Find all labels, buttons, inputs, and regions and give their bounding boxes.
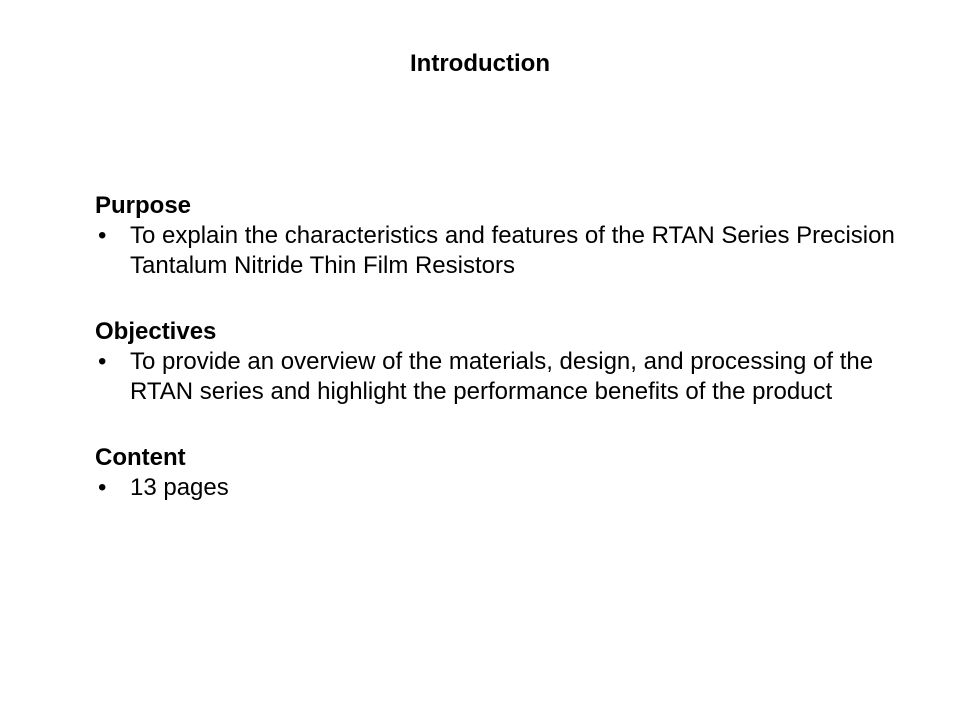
bullet-text: To explain the characteristics and features of the RTAN Series Precision Tantalum Nitride Thin Film Resistors: [130, 222, 895, 279]
bullet-list: [95, 221, 895, 281]
bullet-item: [95, 221, 895, 281]
objectives-section: [95, 317, 895, 407]
slide-body: [95, 191, 895, 503]
bullet-item: [95, 473, 895, 503]
section-heading: Content: [95, 444, 186, 471]
slide-title: Introduction: [410, 50, 550, 77]
bullet-list: [95, 473, 895, 503]
bullet-icon: •: [98, 474, 107, 501]
bullet-list: [95, 347, 895, 407]
purpose-section: [95, 191, 895, 281]
bullet-text: 13 pages: [130, 474, 229, 501]
section-heading: Purpose: [95, 192, 192, 219]
bullet-text: To provide an overview of the materials, design, and processing of the RTAN series and highlight the performance benefits of the product: [130, 348, 874, 405]
bullet-icon: •: [98, 348, 107, 375]
bullet-icon: •: [98, 222, 107, 249]
content-section: [95, 443, 895, 503]
section-heading: Objectives: [95, 318, 217, 345]
bullet-item: [95, 347, 895, 407]
